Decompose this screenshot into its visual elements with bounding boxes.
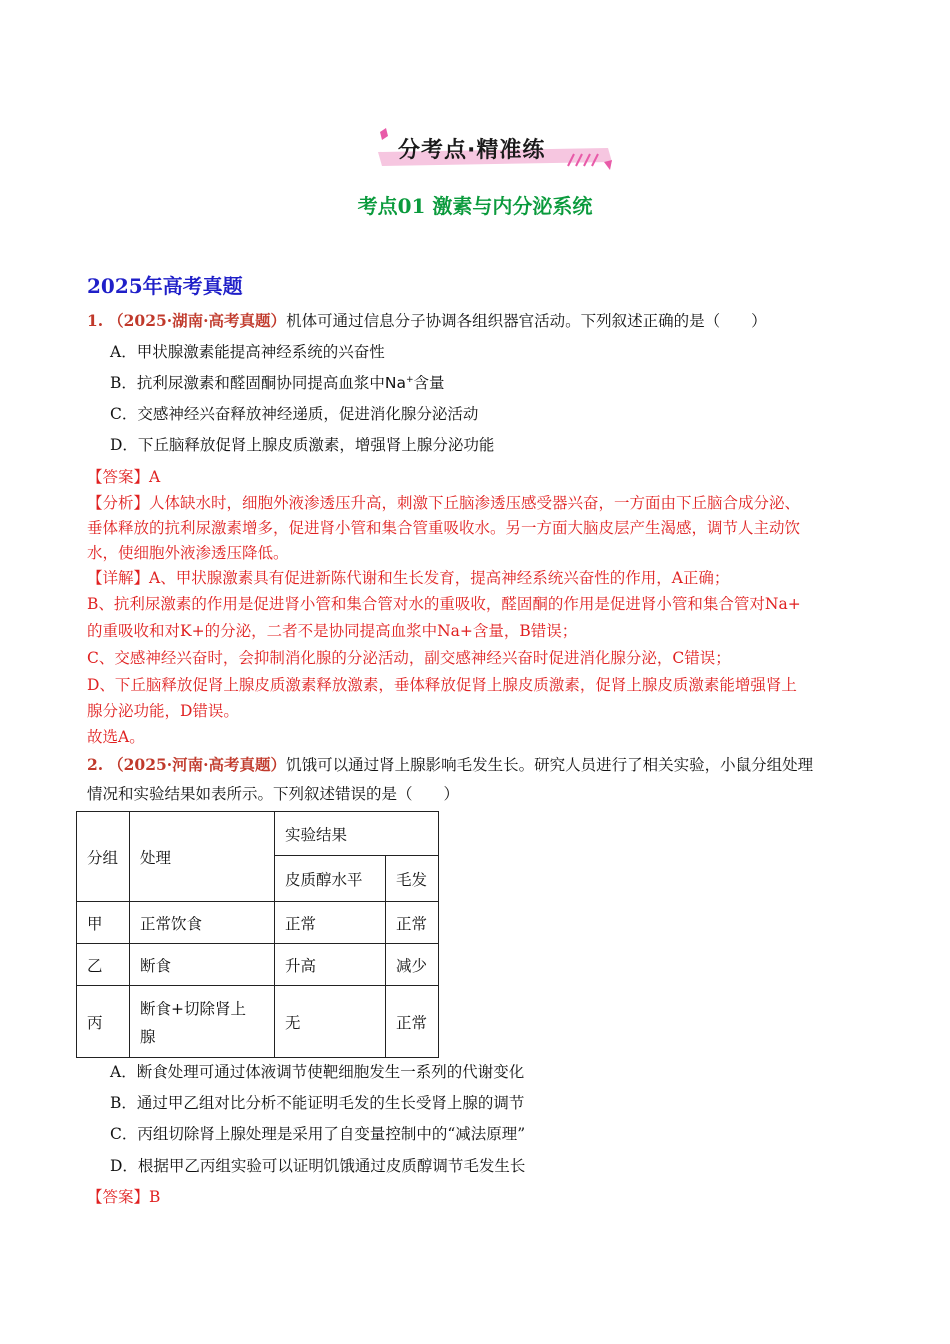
question-number: 1. bbox=[87, 311, 104, 330]
option-b-text: B．抗利尿激素和醛固酮协同提高血浆中 bbox=[110, 374, 385, 392]
answer-2: 【答案】B bbox=[87, 1188, 161, 1206]
question-1-stem bbox=[87, 309, 767, 331]
cell-hair: 减少 bbox=[386, 944, 439, 986]
analysis-line: 垂体释放的抗利尿激素增多，促进肾小管和集合管重吸收水。另一方面大脑皮层产生渴感，调节人主动饮 bbox=[87, 519, 801, 537]
option-b-na: Na bbox=[384, 374, 406, 392]
cell-hair: 正常 bbox=[386, 902, 439, 944]
answer-1: 【答案】A bbox=[87, 468, 161, 486]
detail-line: 【详解】A、甲状腺激素具有促进新陈代谢和生长发育，提高神经系统兴奋性的作用，A正确； bbox=[87, 569, 730, 587]
question-source: （2025·河南·高考真题） bbox=[108, 755, 287, 774]
cell-group: 乙 bbox=[77, 944, 130, 986]
banner-title: 分考点·精准练 bbox=[398, 138, 546, 163]
section-title: 考点01 激素与内分泌系统 bbox=[357, 194, 593, 218]
option-c: C．丙组切除肾上腺处理是采用了自变量控制中的“减法原理” bbox=[110, 1125, 526, 1143]
detail-line: 的重吸收和对K+的分泌，二者不是协同提高血浆中Na+含量，B错误； bbox=[87, 622, 578, 640]
detail-line: B、抗利尿激素的作用是促进肾小管和集合管对水的重吸收，醛固酮的作用是促进肾小管和集合管对Na+ bbox=[87, 595, 801, 613]
cell-treatment bbox=[130, 986, 275, 1058]
option-b-superscript: + bbox=[406, 374, 414, 385]
header-cortisol: 皮质醇水平 bbox=[275, 856, 386, 902]
question-text: 机体可通过信息分子协调各组织器官活动。下列叙述正确的是（ ） bbox=[286, 312, 767, 330]
table-row bbox=[77, 902, 439, 944]
header-hair: 毛发 bbox=[386, 856, 439, 902]
question-2-stem bbox=[87, 753, 813, 775]
conclusion-1: 故选A。 bbox=[87, 728, 145, 746]
header-group: 分组 bbox=[77, 812, 130, 902]
header-treatment: 处理 bbox=[130, 812, 275, 902]
cell-cortisol: 升高 bbox=[275, 944, 386, 986]
question-source: （2025·湖南·高考真题） bbox=[108, 311, 287, 330]
cell-treatment: 断食 bbox=[130, 944, 275, 986]
question-2-stem-cont: 情况和实验结果如表所示。下列叙述错误的是（ ） bbox=[87, 785, 460, 803]
table-row bbox=[77, 944, 439, 986]
option-d: D．下丘脑释放促肾上腺皮质激素，增强肾上腺分泌功能 bbox=[110, 436, 495, 454]
cell-group: 丙 bbox=[77, 986, 130, 1058]
heading-year-exam: 2025年高考真题 bbox=[87, 274, 243, 298]
header-results: 实验结果 bbox=[275, 812, 439, 856]
option-a: A．断食处理可通过体液调节使靶细胞发生一系列的代谢变化 bbox=[110, 1063, 525, 1081]
cell-treatment: 正常饮食 bbox=[130, 902, 275, 944]
question-number: 2. bbox=[87, 755, 104, 774]
detail-line: 腺分泌功能，D错误。 bbox=[87, 702, 239, 720]
cell-treatment-line: 断食+切除肾上 bbox=[140, 999, 246, 1018]
question-text: 饥饿可以通过肾上腺影响毛发生长。研究人员进行了相关实验，小鼠分组处理 bbox=[286, 756, 814, 774]
option-b-tail: 含量 bbox=[413, 374, 445, 392]
cell-cortisol: 正常 bbox=[275, 902, 386, 944]
cell-cortisol: 无 bbox=[275, 986, 386, 1058]
cell-treatment-line: 腺 bbox=[140, 1027, 156, 1046]
detail-line: C、交感神经兴奋时，会抑制消化腺的分泌活动，副交感神经兴奋时促进消化腺分泌，C错误； bbox=[87, 649, 731, 667]
cell-group: 甲 bbox=[77, 902, 130, 944]
option-c: C．交感神经兴奋释放神经递质，促进消化腺分泌活动 bbox=[110, 405, 479, 423]
detail-line: D、下丘脑释放促肾上腺皮质激素释放激素，垂体释放促肾上腺皮质激素，促肾上腺皮质激素能增强肾上 bbox=[87, 676, 797, 694]
option-b: B．通过甲乙组对比分析不能证明毛发的生长受肾上腺的调节 bbox=[110, 1094, 525, 1112]
option-b bbox=[110, 371, 445, 393]
results-table bbox=[76, 811, 439, 1058]
option-a: A．甲状腺激素能提高神经系统的兴奋性 bbox=[110, 343, 385, 361]
option-d: D．根据甲乙丙组实验可以证明饥饿通过皮质醇调节毛发生长 bbox=[110, 1157, 526, 1175]
analysis-line: 【分析】人体缺水时，细胞外液渗透压升高，刺激下丘脑渗透压感受器兴奋，一方面由下丘脑合成分泌、 bbox=[87, 494, 801, 512]
analysis-line: 水，使细胞外液渗透压降低。 bbox=[87, 544, 289, 562]
table-row bbox=[77, 986, 439, 1058]
cell-hair: 正常 bbox=[386, 986, 439, 1058]
